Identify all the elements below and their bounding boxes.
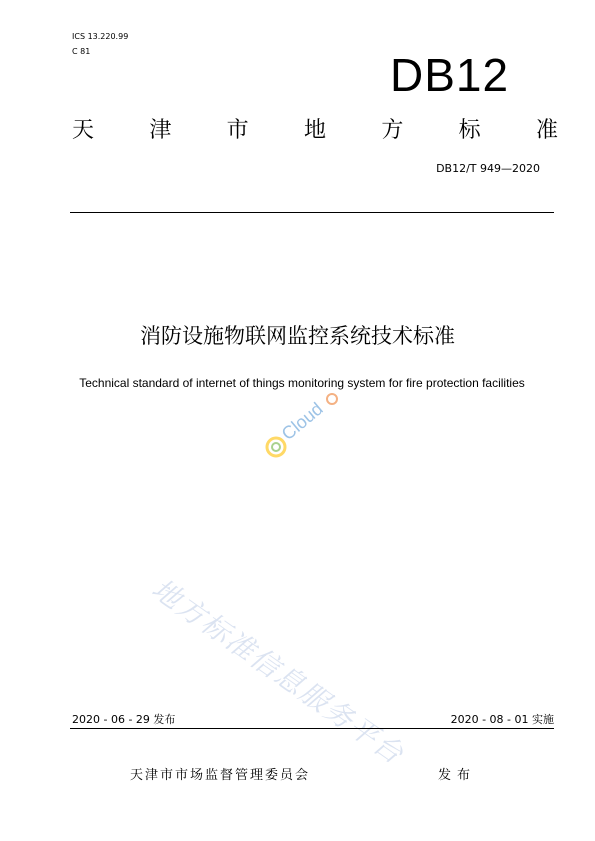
standard-code: DB12 xyxy=(390,49,510,101)
region-char: 市 xyxy=(226,118,249,143)
logo-dot-orange xyxy=(327,394,337,404)
region-char: 津 xyxy=(149,118,172,143)
region-char: 方 xyxy=(381,118,404,143)
standard-number: DB12/T 949—2020 xyxy=(436,162,540,175)
issue-date: 2020 - 06 - 29 发布 xyxy=(72,713,176,726)
implementation-date: 2020 - 08 - 01 实施 xyxy=(450,713,554,726)
logo-ring-yellow xyxy=(267,438,285,456)
watermark-text: 地方标准信息服务平台 xyxy=(145,572,411,772)
publish-label: 发布 xyxy=(438,768,477,783)
region-char: 地 xyxy=(303,118,326,143)
ccs-code: C 81 xyxy=(72,47,91,56)
header-divider xyxy=(70,212,554,213)
cloud-logo-icon xyxy=(260,385,350,465)
title-english: Technical standard of internet of things monitoring system for fire protection facilities xyxy=(79,376,525,390)
region-char: 标 xyxy=(458,118,481,143)
title-chinese: 消防设施物联网监控系统技术标准 xyxy=(140,324,455,348)
issuing-authority: 天津市市场监督管理委员会 xyxy=(130,768,311,783)
ics-code: ICS 13.220.99 xyxy=(72,32,129,41)
footer-divider xyxy=(70,728,554,729)
region-char: 天 xyxy=(72,118,95,143)
logo-ring-green xyxy=(272,443,280,451)
region-standard-label xyxy=(72,117,558,145)
region-char: 准 xyxy=(535,118,558,143)
logo-text: Cloud xyxy=(277,398,327,445)
